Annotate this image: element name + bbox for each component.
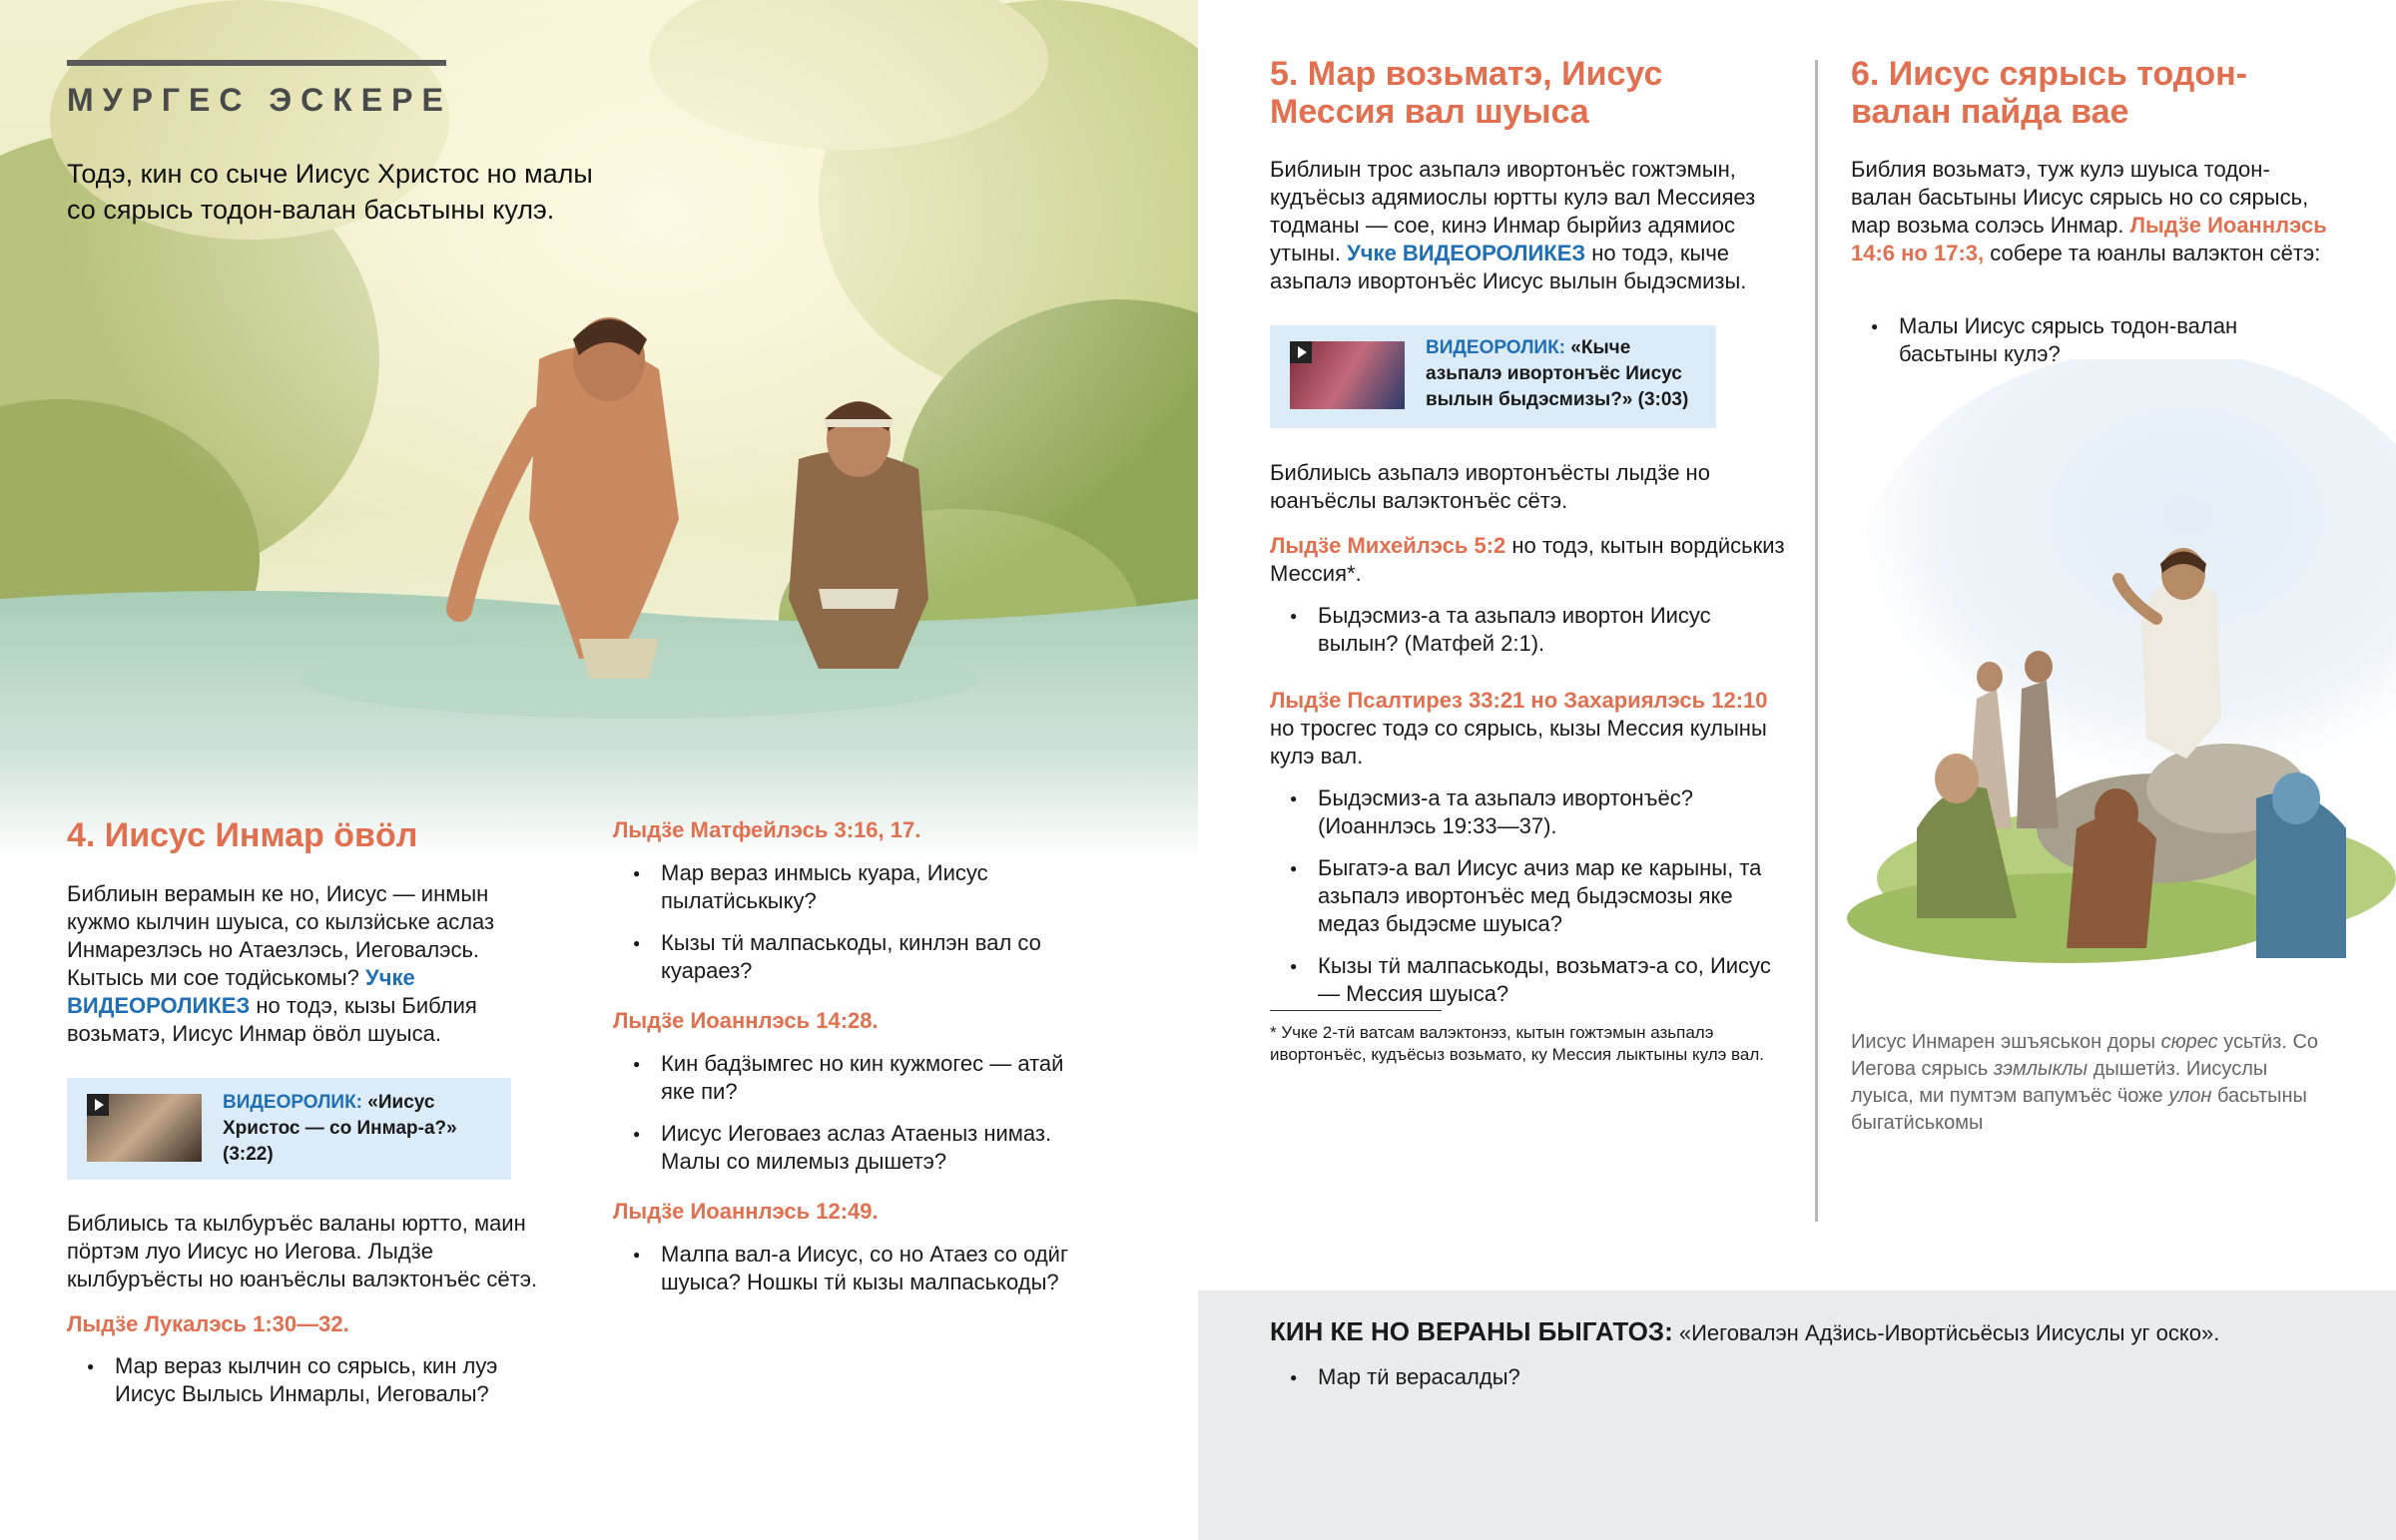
section-5-paragraph [1270,156,1789,295]
caption-part: Иисус Инмарен эшъяськон доры [1851,1031,2156,1053]
section-6-title: 6. Иисус сярысь тодон-валан пайда вае [1851,55,2248,131]
question-item: ● Малы Иисус сярысь тодон-валан басьтыны кулэ? [1851,312,2330,368]
caption-italic: улон [2168,1085,2212,1107]
play-icon [87,1094,109,1116]
watch-video-link[interactable]: Учке ВИДЕОРОЛИКЕЗ [1347,241,1586,265]
caption-part: дышетӥз. Иисуслы луыса, ми пумтэм вапумъёс ӵоже [1851,1058,2268,1107]
header-rule [67,60,446,66]
section-5-paragraph-2: Библиысь азьпалэ ивортонъёсты лыдӟе но юанъёслы валэктонъёс сётэ. [1270,460,1710,513]
video-title: «Кыче азьпалэ ивортонъёс Иисус вылын быдэсмизы?» (3:03) [1426,337,1689,410]
questions-luke [67,1352,556,1422]
column-divider [1815,60,1818,1222]
read-psalms-end: но тросгес тодэ со сярысь, кызы Мессия кулыны кулэ вал. [1270,716,1767,769]
question-item: ● Малпа вал-а Иисус, со но Атаез со одӥг шуыса? Ношкы тӥ кызы малпаськоды? [613,1241,1082,1296]
question-item: ● Быгатэ-а вал Иисус ачиз мар ке карыны, та азьпалэ ивортонъёс мед быдэсмозы яке медаз быдэсме шуыса? [1270,854,1789,938]
question-item: ● Мар вераз инмысь куара, Иисус пылатӥськыку? [613,859,1082,915]
discussion-box [1198,1290,2396,1540]
section-6-paragraph [1851,156,2330,267]
question-item: ● Иисус Иеговаез аслаз Атаеныз нимаз. Малы со милемыз дышетэ? [613,1120,1082,1176]
video-5-text [1426,335,1705,413]
section-4-text-end: но тодэ, кызы Библия возьматэ, Иисус Инмар ӧвӧл шуыса. [67,993,477,1046]
read-micah-end: но тодэ, кытын вордӥськиз Мессия*. [1270,533,1785,586]
video-label: ВИДЕОРОЛИК: [1426,337,1566,358]
section-5-title: 5. Мар возьматэ, Иисус Мессия вал шуыса [1270,55,1663,131]
video-card-4[interactable] [67,1078,511,1180]
question-item: ● Мар тӥ верасалды? [1270,1363,2069,1391]
video-label: ВИДЕОРОЛИК: [223,1092,363,1113]
illustration-caption [1851,1029,2330,1137]
question-item: ● Быдэсмиз-а та азьпалэ ивортонъёс? (Иоаннлэсь 19:33—37). [1270,784,1789,840]
footnote-rule [1270,1010,1442,1011]
question-item: ● Кызы тӥ малпаськоды, возьматэ-а со, Иисус — Мессия шуыса? [1270,952,1789,1008]
question-item: ● Кызы тӥ малпаськоды, кинлэн вал со куараез? [613,929,1082,985]
video-card-5[interactable] [1270,325,1716,428]
caption-italic: зэмлыклы [1993,1058,2089,1080]
section-6-text-end: собере та юанлы валэктон сётэ: [1990,241,2321,265]
caption-italic: сюрес [2160,1031,2218,1053]
read-john-14-28[interactable]: Лыдӟе Иоаннлэсь 14:28. [613,1008,879,1033]
section-4-text: Библиын верамын ке но, Иисус — инмын кужмо кылчин шуыса, со кылзӥське аслаз Инмарезлэсь но Атаезлэсь, Иеговалэсь. Кытысь ми сое тодӥськомы? [67,881,495,990]
read-matthew[interactable]: Лыдӟе Матфейлэсь 3:16, 17. [613,817,921,842]
teaching-illustration [1827,359,2396,1018]
read-micah-line [1270,532,1789,588]
video-4-text [223,1090,492,1168]
section-5-text: Библиын трос азьпалэ ивортонъёс гожтэмын, кудъёсыз адямиослы юртты кулэ вал Мессияез тодманы — сое, кинэ Инмар бырйиз адямиос утыны. [1270,157,1756,265]
read-john-14-6[interactable]: Лыдӟе Иоаннлэсь 14:6 но 17:3, [1851,213,2327,265]
intro-text: Тодэ, кин со сыче Иисус Христос но малы со сярысь тодон-валан басьтыны кулэ. [67,159,593,225]
read-luke[interactable]: Лыдӟе Лукалэсь 1:30—32. [67,1311,349,1336]
questions-john-12-49 [613,1241,1082,1310]
read-psalms-zechariah[interactable]: Лыдӟе Псалтирез 33:21 но Захариялэсь 12:10 [1270,688,1768,713]
questions-matthew [613,859,1082,999]
question-item: ● Мар вераз кылчин со сярысь, кин луэ Иисус Вылысь Инмарлы, Иеговалы? [67,1352,556,1408]
discussion-quote: «Иеговалэн Адӟись-Ивортӥсьёсыз Иисуслы уг оско». [1678,1320,2220,1345]
discussion-questions [1270,1363,2069,1405]
caption-part: усьтӥз. Со Иегова сярысь [1851,1031,2319,1080]
section-label: МУРГЕС ЭСКЕРЕ [67,82,452,118]
questions-psalms [1270,784,1789,1022]
section-5-text-end: но тодэ, кыче азьпалэ ивортонъёс Иисус вылын быдэсмизы. [1270,241,1747,293]
section-4-title: 4. Иисус Инмар ӧвӧл [67,816,418,854]
discussion-label: КИН КЕ НО ВЕРАНЫ БЫГАТОЗ: [1270,1316,1673,1346]
read-micah[interactable]: Лыдӟе Михейлэсь 5:2 [1270,533,1506,558]
discussion-line [1270,1316,2368,1348]
play-icon [1290,341,1312,363]
watch-video-link[interactable]: Учке ВИДЕОРОЛИКЕЗ [67,965,415,1018]
footnote: * Учке 2-тӥ ватсам валэктонэз, кытын гожтэмын азьпалэ ивортонъёс, кудъёсыз возьмато, ку Мессия лыктыны кулэ вал. [1270,1023,1764,1064]
read-psalms-line [1270,687,1789,770]
baptism-illustration [0,0,1198,858]
read-john-12-49[interactable]: Лыдӟе Иоаннлэсь 12:49. [613,1199,879,1224]
video-title: «Иисус Христос — со Инмар-а?» (3:22) [223,1092,457,1165]
question-item: ● Кин бадӟымгес но кин кужмогес — атай яке пи? [613,1050,1082,1106]
caption-part: басьтыны быгатӥськомы [1851,1085,2307,1134]
section-4-paragraph [67,880,536,1048]
section-4-paragraph-2: Библиысь та кылбуръёс валаны юртто, маин пӧртэм луо Иисус но Иегова. Лыдӟе кылбуръёсты но юанъёслы валэктонъёс сётэ. [67,1211,538,1291]
questions-john-14-28 [613,1050,1082,1190]
questions-micah [1270,602,1789,672]
section-6-text: Библия возьматэ, туж кулэ шуыса тодон-валан басьтыны Иисус сярысь но со сярысь, мар возьма солэсь Инмар. [1851,157,2309,238]
question-item: ● Быдэсмиз-а та азьпалэ ивортон Иисус вылын? (Матфей 2:1). [1270,602,1789,658]
